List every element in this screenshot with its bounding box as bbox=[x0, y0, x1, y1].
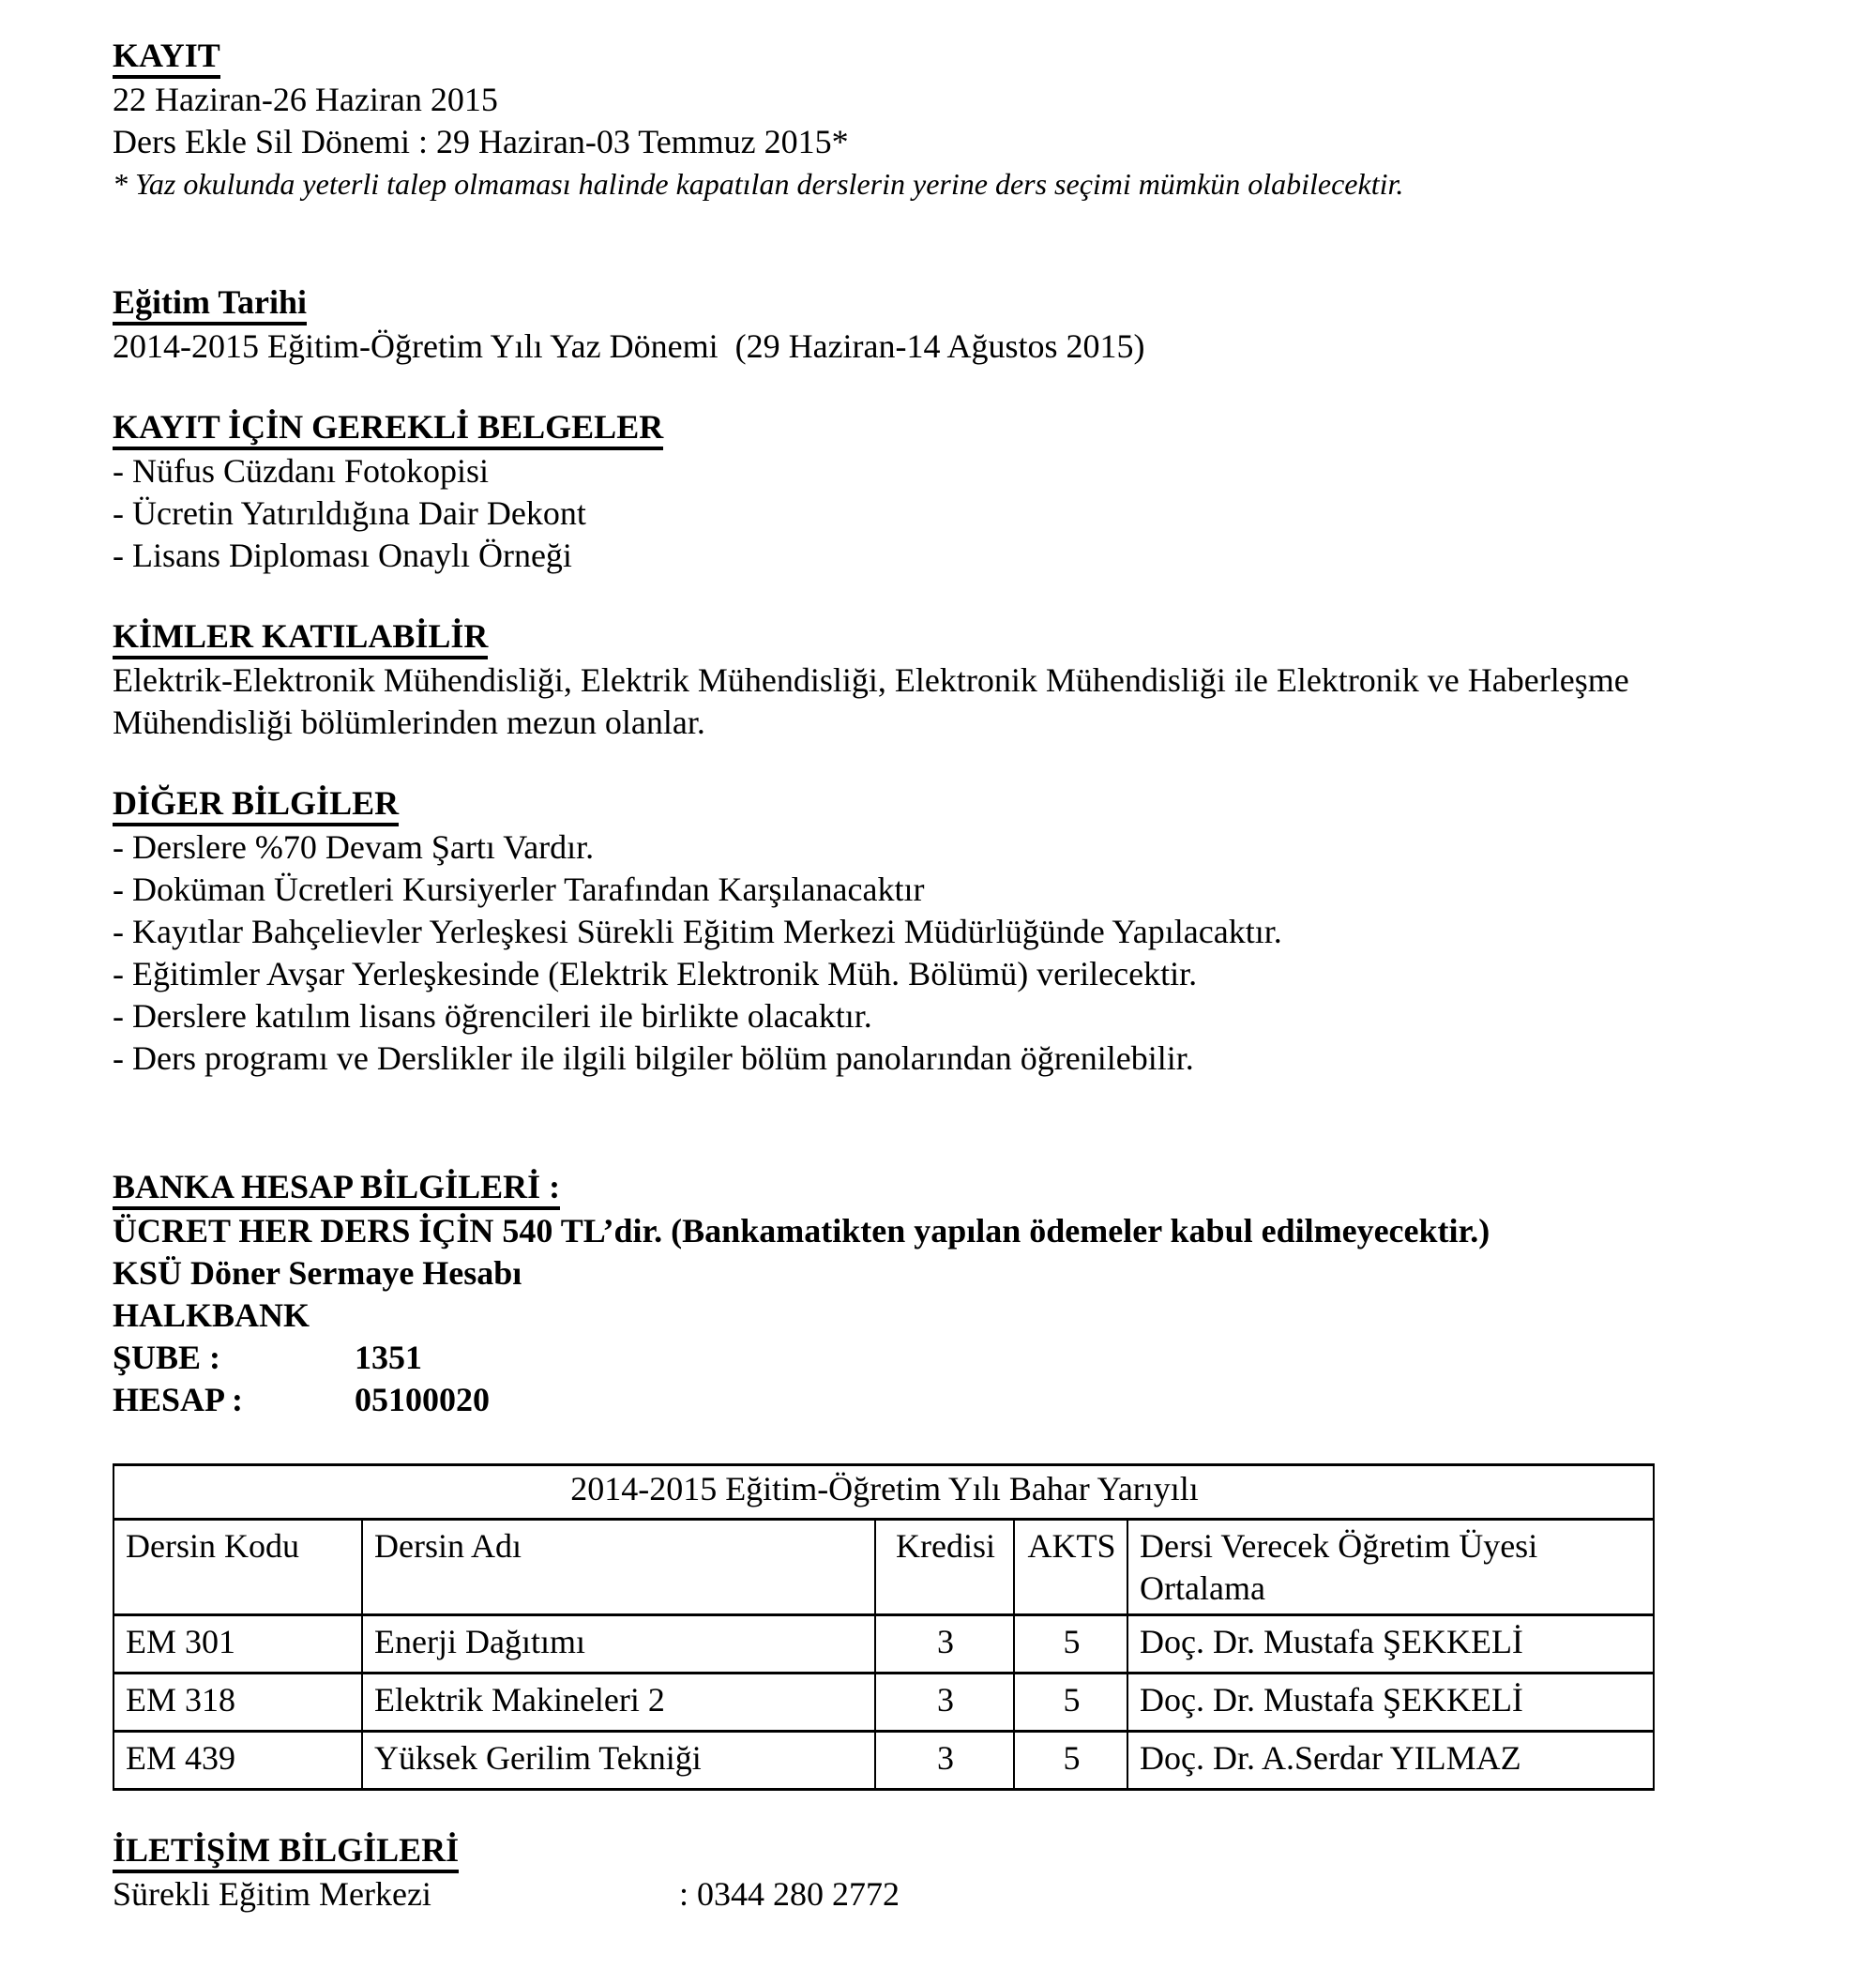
course-table-header-row bbox=[113, 1520, 1654, 1615]
cell-akts: 5 bbox=[1014, 1674, 1127, 1732]
header-kredisi: Kredisi bbox=[875, 1520, 1014, 1615]
cell-kod: EM 301 bbox=[113, 1615, 362, 1674]
iletisim-label: Sürekli Eğitim Merkezi bbox=[113, 1875, 431, 1913]
diger-heading: DİĞER BİLGİLER bbox=[113, 784, 399, 826]
diger-item: - Ders programı ve Derslikler ile ilgili bilgiler bölüm panolarından öğrenilebilir. bbox=[113, 1039, 1194, 1077]
cell-ad: Yüksek Gerilim Tekniği bbox=[362, 1732, 875, 1790]
diger-item: - Doküman Ücretleri Kursiyerler Tarafından Karşılanacaktır bbox=[113, 871, 925, 908]
banka-ucret-line: ÜCRET HER DERS İÇİN 540 TL’dir. (Bankamatikten yapılan ödemeler kabul edilmeyecektir.) bbox=[113, 1212, 1490, 1250]
kayit-dates: 22 Haziran-26 Haziran 2015 bbox=[113, 81, 498, 118]
kimler-heading: KİMLER KATILABİLİR bbox=[113, 617, 488, 659]
cell-kredi: 3 bbox=[875, 1732, 1014, 1790]
banka-heading-line bbox=[113, 1166, 1660, 1210]
kimler-heading-line bbox=[113, 615, 1660, 659]
header-ogretim-uyesi-line1: Dersi Verecek Öğretim Üyesi bbox=[1140, 1527, 1538, 1565]
header-dersin-kodu: Dersin Kodu bbox=[113, 1520, 362, 1615]
cell-kredi: 3 bbox=[875, 1674, 1014, 1732]
cell-akts: 5 bbox=[1014, 1615, 1127, 1674]
banka-heading: BANKA HESAP BİLGİLERİ : bbox=[113, 1168, 560, 1210]
cell-kod: EM 439 bbox=[113, 1732, 362, 1790]
belge-item: - Lisans Diploması Onaylı Örneği bbox=[113, 537, 572, 574]
cell-ad: Enerji Dağıtımı bbox=[362, 1615, 875, 1674]
banka-hesap-line bbox=[113, 1379, 1660, 1421]
section-iletisim bbox=[113, 1829, 1660, 1916]
cell-kod: EM 318 bbox=[113, 1674, 362, 1732]
sube-label: ŞUBE : bbox=[113, 1339, 221, 1376]
iletisim-phone: : 0344 280 2772 bbox=[679, 1875, 900, 1913]
banka-adi: HALKBANK bbox=[113, 1296, 310, 1334]
kimler-paragraph: Elektrik-Elektronik Mühendisliği, Elektrik Mühendisliği, Elektronik Mühendisliği ile Elektronik ve Haberleşme Mühendisliği bölümlerinden mezun olanlar. bbox=[113, 661, 1629, 741]
diger-item: - Eğitimler Avşar Yerleşkesinde (Elektrik Elektronik Müh. Bölümü) verilecektir. bbox=[113, 955, 1198, 992]
header-akts: AKTS bbox=[1014, 1520, 1127, 1615]
sube-no: 1351 bbox=[355, 1339, 422, 1376]
belge-item: - Nüfus Cüzdanı Fotokopisi bbox=[113, 452, 489, 490]
hesap-no: 05100020 bbox=[355, 1381, 490, 1418]
banka-hesap-sahibi: KSÜ Döner Sermaye Hesabı bbox=[113, 1254, 522, 1292]
diger-heading-line bbox=[113, 782, 1660, 826]
gerekli-belgeler-heading: KAYIT İÇİN GEREKLİ BELGELER bbox=[113, 408, 663, 450]
diger-item: - Derslere katılım lisans öğrencileri ile birlikte olacaktır. bbox=[113, 997, 872, 1035]
course-row bbox=[113, 1674, 1654, 1732]
kayit-add-drop-period: Ders Ekle Sil Dönemi : 29 Haziran-03 Temmuz 2015* bbox=[113, 123, 849, 160]
section-egitim-tarihi bbox=[113, 281, 1660, 368]
belge-item: - Ücretin Yatırıldığına Dair Dekont bbox=[113, 494, 586, 532]
cell-akts: 5 bbox=[1014, 1732, 1127, 1790]
header-ogretim-uyesi bbox=[1127, 1520, 1654, 1615]
course-row bbox=[113, 1615, 1654, 1674]
gerekli-belgeler-heading-line bbox=[113, 406, 1660, 450]
course-table-title: 2014-2015 Eğitim-Öğretim Yılı Bahar Yarıyılı bbox=[113, 1465, 1654, 1520]
section-diger-bilgiler bbox=[113, 782, 1660, 1080]
cell-kredi: 3 bbox=[875, 1615, 1014, 1674]
iletisim-heading: İLETİŞİM BİLGİLERİ bbox=[113, 1831, 459, 1873]
cell-ad: Elektrik Makineleri 2 bbox=[362, 1674, 875, 1732]
cell-ogretim: Doç. Dr. Mustafa ŞEKKELİ bbox=[1127, 1615, 1654, 1674]
header-ogretim-uyesi-line2: Ortalama bbox=[1140, 1569, 1265, 1607]
banka-sube-line bbox=[113, 1337, 1660, 1379]
egitim-tarihi-heading-line bbox=[113, 281, 1660, 326]
cell-ogretim: Doç. Dr. Mustafa ŞEKKELİ bbox=[1127, 1674, 1654, 1732]
kayit-footnote: * Yaz okulunda yeterli talep olmaması halinde kapatılan derslerin yerine ders seçimi mümkün olabilecektir. bbox=[113, 167, 1404, 201]
kayit-heading-line bbox=[113, 35, 1660, 79]
diger-item: - Derslere %70 Devam Şartı Vardır. bbox=[113, 828, 595, 866]
iletisim-heading-line bbox=[113, 1829, 1660, 1873]
section-banka-hesap bbox=[113, 1166, 1660, 1421]
egitim-tarihi-heading: Eğitim Tarihi bbox=[113, 283, 307, 326]
cell-ogretim: Doç. Dr. A.Serdar YILMAZ bbox=[1127, 1732, 1654, 1790]
diger-item: - Kayıtlar Bahçelievler Yerleşkesi Sürekli Eğitim Merkezi Müdürlüğünde Yapılacaktır. bbox=[113, 913, 1282, 950]
section-kayit bbox=[113, 35, 1660, 205]
course-table-title-row bbox=[113, 1465, 1654, 1520]
kayit-heading: KAYIT bbox=[113, 37, 220, 79]
course-table bbox=[113, 1463, 1655, 1791]
header-dersin-adi: Dersin Adı bbox=[362, 1520, 875, 1615]
section-kimler-katilabilir bbox=[113, 615, 1660, 744]
hesap-label: HESAP : bbox=[113, 1381, 244, 1418]
egitim-tarihi-line: 2014-2015 Eğitim-Öğretim Yılı Yaz Dönemi (29 Haziran-14 Ağustos 2015) bbox=[113, 327, 1145, 365]
course-row bbox=[113, 1732, 1654, 1790]
section-gerekli-belgeler bbox=[113, 406, 1660, 577]
iletisim-line bbox=[113, 1873, 1660, 1916]
